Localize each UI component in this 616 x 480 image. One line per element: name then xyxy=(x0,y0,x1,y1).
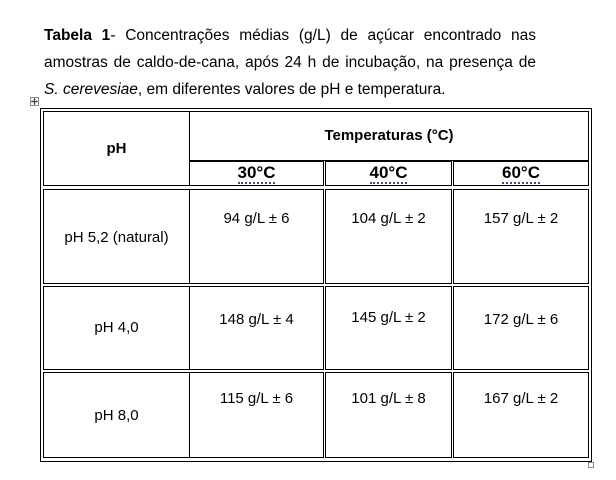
row-2-60-cell xyxy=(453,286,589,370)
row-3-ph-cell xyxy=(43,372,190,458)
row-1-60-cell xyxy=(453,189,589,284)
row-1-60-value: 157 g/L ± 2 xyxy=(483,210,559,227)
row-3-30-value: 115 g/L ± 6 xyxy=(219,390,294,407)
row-3-60-cell xyxy=(453,372,589,458)
caption-text-part2: , em diferentes valores de pH e temperatura. xyxy=(137,81,446,98)
row-1-40-cell xyxy=(325,189,452,284)
row-1-30-value: 94 g/L ± 6 xyxy=(223,210,290,227)
table-caption xyxy=(44,22,536,103)
row-2-40-cell xyxy=(325,286,452,370)
caption-label: Tabela 1 xyxy=(44,27,111,44)
row-2-30-cell xyxy=(189,286,324,370)
temp-40-header: 40°C xyxy=(369,163,408,182)
row-1-ph-cell xyxy=(43,189,190,284)
caption-species: S. cerevesiae xyxy=(44,81,138,98)
row-3-40-value: 101 g/L ± 8 xyxy=(351,390,426,407)
caption-text-part1: - Concentrações médias (g/L) de açúcar encontrado nas amostras de caldo-de-cana, após 24 h de incubação, na presença de xyxy=(44,27,536,71)
temp-header-cell xyxy=(189,111,589,161)
table-move-handle-icon[interactable] xyxy=(30,97,39,106)
row-3-60-value: 167 g/L ± 2 xyxy=(483,390,559,407)
temp-30-header: 30°C xyxy=(237,163,276,182)
temp-60-header-cell xyxy=(453,161,589,186)
row-1-ph: pH 5,2 (natural) xyxy=(64,229,169,246)
row-3-ph: pH 8,0 xyxy=(94,407,139,424)
row-3-40-cell xyxy=(325,372,452,458)
temp-30-header-cell xyxy=(189,161,324,186)
row-2-40-value: 145 g/L ± 2 xyxy=(351,309,426,326)
table-resize-handle-icon[interactable] xyxy=(588,462,594,468)
row-2-ph-cell xyxy=(43,286,190,370)
ph-header: pH xyxy=(106,140,127,157)
row-2-30-value: 148 g/L ± 4 xyxy=(219,311,294,328)
row-1-30-cell xyxy=(189,189,324,284)
temp-60-header: 60°C xyxy=(502,163,540,182)
row-2-ph: pH 4,0 xyxy=(94,319,139,336)
row-1-40-value: 104 g/L ± 2 xyxy=(351,210,426,227)
row-3-30-cell xyxy=(189,372,324,458)
ph-header-cell xyxy=(43,111,190,186)
data-table xyxy=(40,108,592,462)
temp-40-header-cell xyxy=(325,161,452,186)
temp-header: Temperaturas (°C) xyxy=(324,127,454,144)
row-2-60-value: 172 g/L ± 6 xyxy=(483,311,559,328)
